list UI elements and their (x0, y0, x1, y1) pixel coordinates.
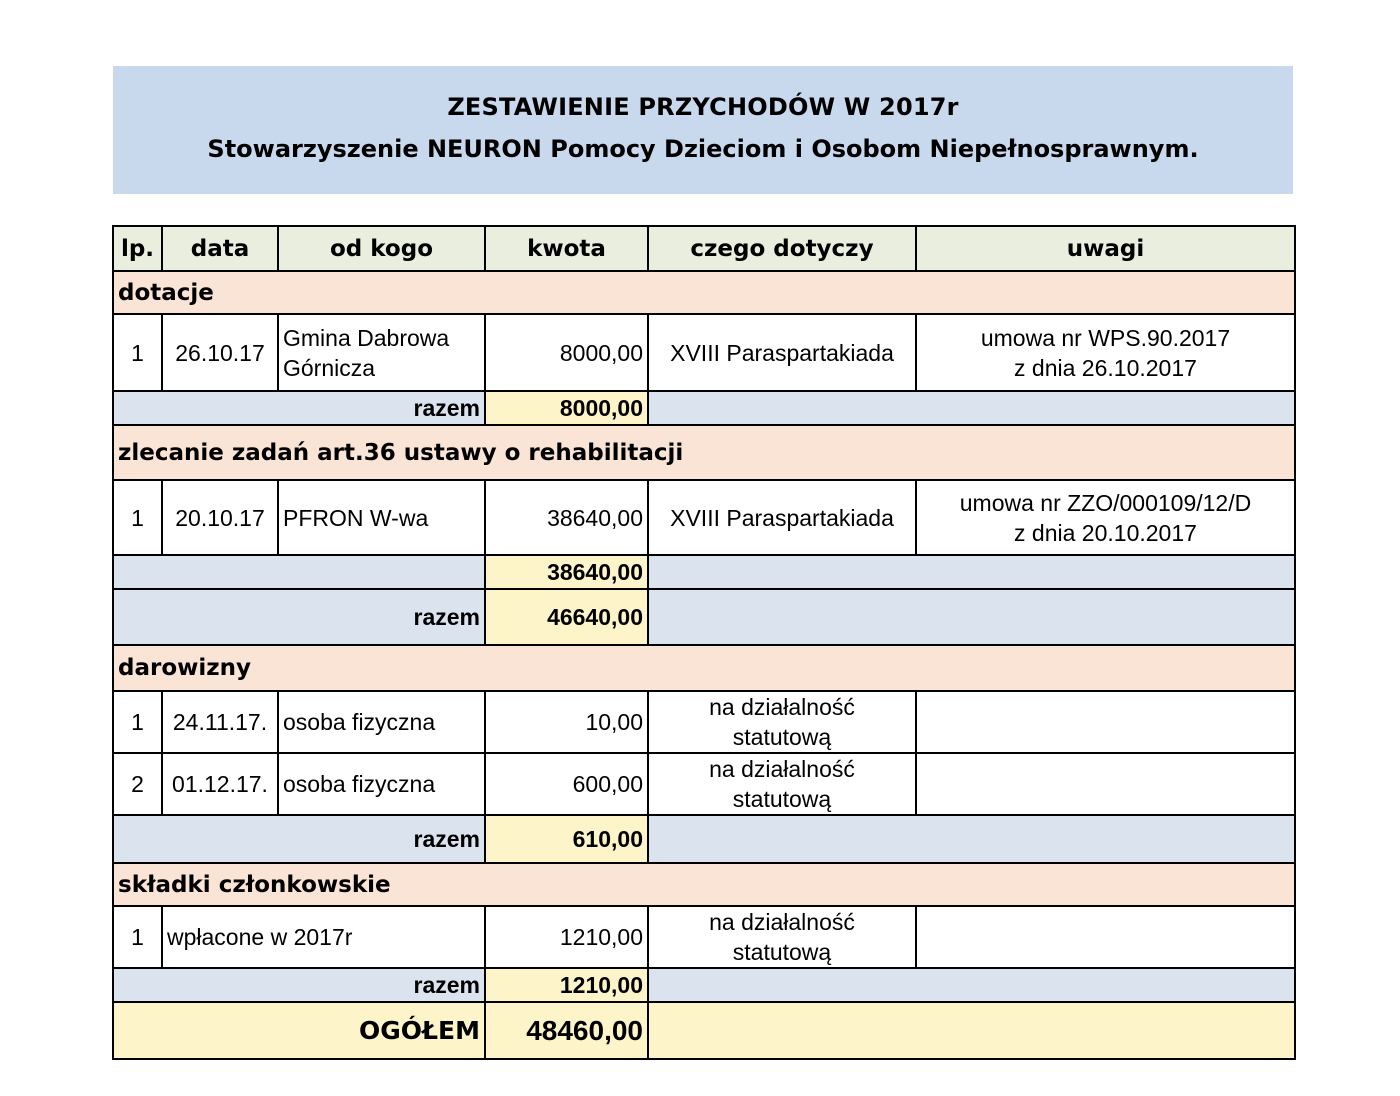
sum-row (113, 815, 1295, 863)
cell-amount: 1210,00 (485, 906, 648, 968)
cell-amount: 8000,00 (485, 314, 648, 391)
report-subtitle: Stowarzyszenie NEURON Pomocy Dzieciom i Osobom Niepełnosprawnym. (207, 135, 1199, 163)
sum-amount: 1210,00 (485, 968, 648, 1002)
col-header-data: data (162, 226, 278, 271)
sum-empty (648, 391, 1295, 425)
total-empty (648, 1002, 1295, 1059)
sum-label: razem (113, 589, 485, 645)
subtotal-row (113, 555, 1295, 589)
cell-lp: 1 (113, 691, 162, 753)
report-header (113, 66, 1293, 194)
report-title: ZESTAWIENIE PRZYCHODÓW W 2017r (447, 93, 959, 121)
subtotal-amount: 38640,00 (485, 555, 648, 589)
table-row (113, 480, 1295, 555)
total-amount: 48460,00 (485, 1002, 648, 1059)
sum-amount: 8000,00 (485, 391, 648, 425)
subtotal-empty (113, 555, 485, 589)
cell-note (916, 753, 1295, 815)
table-row (113, 906, 1295, 968)
section-title: darowizny (113, 645, 1295, 691)
total-row (113, 1002, 1295, 1059)
cell-note (916, 314, 1295, 391)
cell-from: Gmina Dabrowa Górnicza (278, 314, 485, 391)
section-title: zlecanie zadań art.36 ustawy o rehabilitacji (113, 425, 1295, 480)
note-line: z dnia 26.10.2017 (1014, 354, 1197, 381)
sum-empty (648, 968, 1295, 1002)
sum-empty (648, 815, 1295, 863)
note-line: umowa nr ZZO/000109/12/D (959, 489, 1252, 516)
table-row (113, 314, 1295, 391)
cell-amount: 600,00 (485, 753, 648, 815)
col-header-lp: lp. (113, 226, 162, 271)
cell-purpose: XVIII Paraspartakiada (648, 480, 916, 555)
purpose-line: na działalność (709, 909, 855, 935)
income-table (112, 225, 1296, 1060)
subtotal-empty (648, 555, 1295, 589)
cell-date: 01.12.17. (162, 753, 278, 815)
purpose-line: na działalność (709, 756, 855, 782)
cell-lp: 1 (113, 480, 162, 555)
cell-purpose (648, 691, 916, 753)
cell-purpose (648, 753, 916, 815)
cell-note (916, 691, 1295, 753)
purpose-line: statutową (732, 786, 832, 812)
sum-label: razem (113, 815, 485, 863)
col-header-od-kogo: od kogo (278, 226, 485, 271)
cell-note (916, 480, 1295, 555)
section-header-skladki (113, 863, 1295, 906)
sum-row (113, 391, 1295, 425)
table-header-row (113, 226, 1295, 271)
col-header-czego-dotyczy: czego dotyczy (648, 226, 916, 271)
sum-row (113, 589, 1295, 645)
section-header-zlecanie (113, 425, 1295, 480)
sum-label: razem (113, 968, 485, 1002)
sum-amount: 610,00 (485, 815, 648, 863)
total-label: OGÓŁEM (113, 1002, 485, 1059)
cell-from: osoba fizyczna (278, 753, 485, 815)
note-line: umowa nr WPS.90.2017 (980, 324, 1231, 351)
cell-from: PFRON W-wa (278, 480, 485, 555)
cell-note (916, 906, 1295, 968)
cell-purpose: XVIII Paraspartakiada (648, 314, 916, 391)
purpose-line: na działalność (709, 694, 855, 720)
cell-from: wpłacone w 2017r (162, 906, 485, 968)
cell-from: osoba fizyczna (278, 691, 485, 753)
col-header-uwagi: uwagi (916, 226, 1295, 271)
sum-amount: 46640,00 (485, 589, 648, 645)
col-header-kwota: kwota (485, 226, 648, 271)
purpose-line: statutową (732, 939, 832, 965)
cell-lp: 1 (113, 314, 162, 391)
section-header-darowizny (113, 645, 1295, 691)
note-line: z dnia 20.10.2017 (1014, 519, 1197, 546)
cell-amount: 10,00 (485, 691, 648, 753)
table-row (113, 753, 1295, 815)
cell-amount: 38640,00 (485, 480, 648, 555)
cell-date: 24.11.17. (162, 691, 278, 753)
cell-lp: 1 (113, 906, 162, 968)
section-header-dotacje (113, 271, 1295, 314)
section-title: składki członkowskie (113, 863, 1295, 906)
cell-purpose (648, 906, 916, 968)
cell-date: 26.10.17 (162, 314, 278, 391)
purpose-line: statutową (732, 724, 832, 750)
cell-date: 20.10.17 (162, 480, 278, 555)
sum-empty (648, 589, 1295, 645)
sum-row (113, 968, 1295, 1002)
sum-label: razem (113, 391, 485, 425)
section-title: dotacje (113, 271, 1295, 314)
table-row (113, 691, 1295, 753)
cell-lp: 2 (113, 753, 162, 815)
